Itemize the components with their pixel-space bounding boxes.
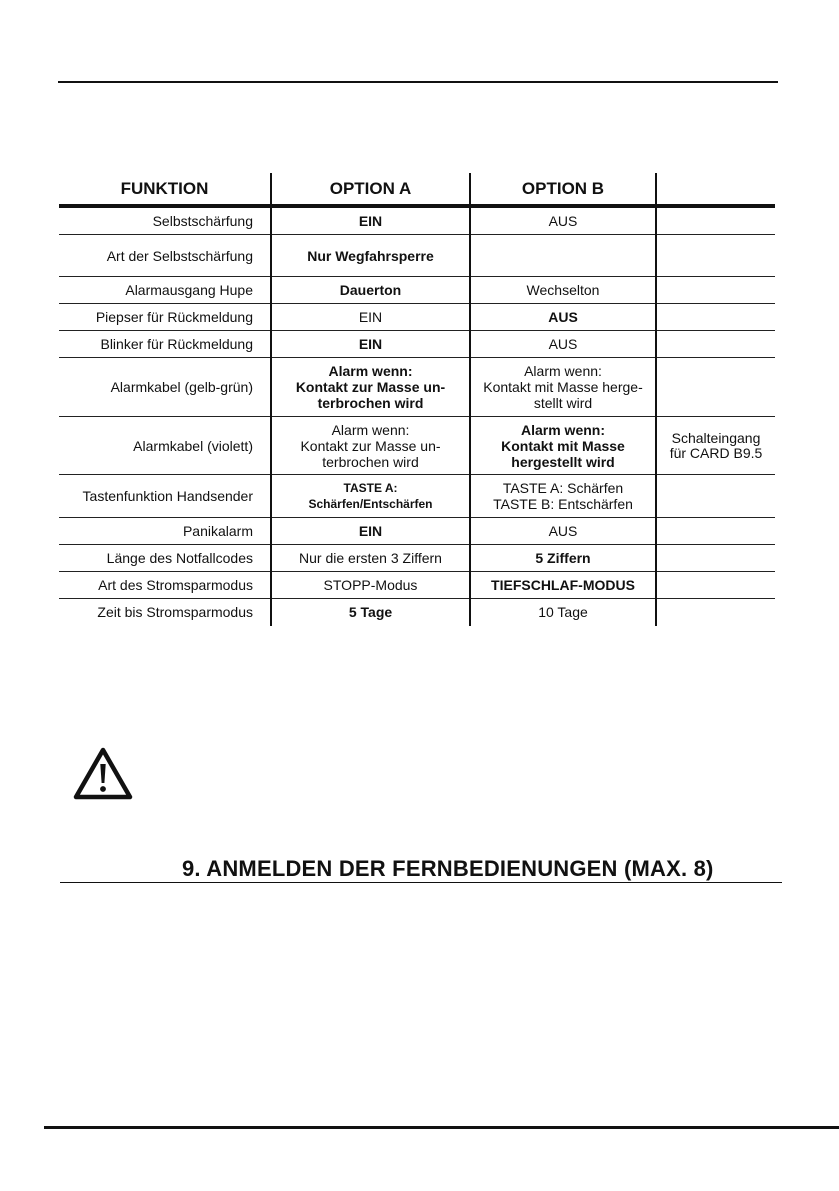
- header-funktion: FUNKTION: [59, 173, 271, 206]
- option-a-cell: [271, 417, 470, 475]
- extra-cell: [656, 572, 775, 599]
- extra-cell: [656, 518, 775, 545]
- function-cell: Tastenfunktion Handsender: [59, 475, 271, 518]
- cell-line: TASTE A:: [343, 481, 398, 495]
- function-cell: Selbstschärfung: [59, 206, 271, 235]
- extra-cell: [656, 545, 775, 572]
- cell-line: Kontakt mit Masse: [501, 437, 625, 454]
- option-a-cell: STOPP-Modus: [271, 572, 470, 599]
- cell-line: terbrochen wird: [317, 395, 424, 411]
- extra-cell: [656, 475, 775, 518]
- option-b-cell: [470, 235, 656, 277]
- section-heading: [60, 858, 782, 883]
- table-row: [59, 572, 775, 599]
- function-cell: Alarmkabel (violett): [59, 417, 271, 475]
- cell-line: Alarm wenn:: [520, 421, 605, 438]
- option-a-cell: [271, 475, 470, 518]
- cell-line: stellt wird: [533, 395, 593, 411]
- option-b-cell: 10 Tage: [470, 599, 656, 626]
- warning-triangle-icon: [72, 746, 134, 802]
- table-row: [59, 331, 775, 358]
- table-row: [59, 304, 775, 331]
- extra-cell: [656, 599, 775, 626]
- option-a-cell: Nur die ersten 3 Ziffern: [271, 545, 470, 572]
- cell-line: Schalteingang: [671, 429, 761, 446]
- table-row: [59, 599, 775, 626]
- table-row: [59, 518, 775, 545]
- option-b-cell: TIEFSCHLAF-MODUS: [470, 572, 656, 599]
- option-a-cell: EIN: [271, 206, 470, 235]
- cell-line: für CARD B9.5: [669, 444, 763, 461]
- extra-cell: [656, 235, 775, 277]
- option-b-cell: Wechselton: [470, 277, 656, 304]
- top-rule: [58, 81, 778, 83]
- cell-line: TASTE A: Schärfen: [502, 480, 624, 496]
- bottom-rule: [44, 1126, 839, 1129]
- header-extra: [656, 173, 775, 206]
- option-a-cell: Nur Wegfahrsperre: [271, 235, 470, 277]
- table-row: [59, 358, 775, 417]
- option-b-cell: [470, 417, 656, 475]
- option-b-cell: 5 Ziffern: [470, 545, 656, 572]
- extra-cell: [656, 331, 775, 358]
- option-b-cell: AUS: [470, 206, 656, 235]
- table-row: [59, 206, 775, 235]
- option-a-cell: Dauerton: [271, 277, 470, 304]
- function-cell: Art der Selbstschärfung: [59, 235, 271, 277]
- extra-cell: [656, 206, 775, 235]
- function-cell: Zeit bis Stromsparmodus: [59, 599, 271, 626]
- option-b-cell: AUS: [470, 304, 656, 331]
- option-a-cell: EIN: [271, 331, 470, 358]
- cell-line: Kontakt mit Masse herge-: [483, 379, 643, 395]
- function-cell: Panikalarm: [59, 518, 271, 545]
- function-cell: Piepser für Rückmeldung: [59, 304, 271, 331]
- cell-line: Alarm wenn:: [328, 363, 413, 379]
- table-row: [59, 545, 775, 572]
- extra-cell: [656, 417, 775, 475]
- cell-line: hergestellt wird: [511, 453, 615, 470]
- cell-line: Alarm wenn:: [524, 363, 602, 379]
- cell-line: TASTE B: Entschärfen: [493, 496, 633, 512]
- cell-line: terbrochen wird: [322, 453, 419, 470]
- extra-cell: [656, 358, 775, 417]
- function-cell: Alarmkabel (gelb-grün): [59, 358, 271, 417]
- table-row: [59, 277, 775, 304]
- header-option-a: OPTION A: [271, 173, 470, 206]
- function-cell: Alarmausgang Hupe: [59, 277, 271, 304]
- table-row: [59, 475, 775, 518]
- cell-line: Schärfen/Entschärfen: [308, 497, 433, 511]
- option-b-cell: AUS: [470, 518, 656, 545]
- table-row: [59, 417, 775, 475]
- function-cell: Blinker für Rückmeldung: [59, 331, 271, 358]
- option-b-cell: [470, 358, 656, 417]
- extra-cell: [656, 277, 775, 304]
- function-table: [59, 173, 775, 626]
- function-cell: Art des Stromsparmodus: [59, 572, 271, 599]
- extra-cell: [656, 304, 775, 331]
- cell-line: Kontakt zur Masse un-: [300, 437, 441, 454]
- cell-line: Kontakt zur Masse un-: [295, 379, 446, 395]
- section-heading-text: 9. ANMELDEN DER FERNBEDIENUNGEN (MAX. 8): [182, 856, 714, 881]
- option-a-cell: EIN: [271, 304, 470, 331]
- option-b-cell: AUS: [470, 331, 656, 358]
- header-option-b: OPTION B: [470, 173, 656, 206]
- option-a-cell: 5 Tage: [271, 599, 470, 626]
- option-a-cell: [271, 358, 470, 417]
- table-row: [59, 235, 775, 277]
- table-header-row: [59, 173, 775, 206]
- option-a-cell: EIN: [271, 518, 470, 545]
- option-b-cell: [470, 475, 656, 518]
- cell-line: Alarm wenn:: [331, 421, 410, 438]
- function-cell: Länge des Notfallcodes: [59, 545, 271, 572]
